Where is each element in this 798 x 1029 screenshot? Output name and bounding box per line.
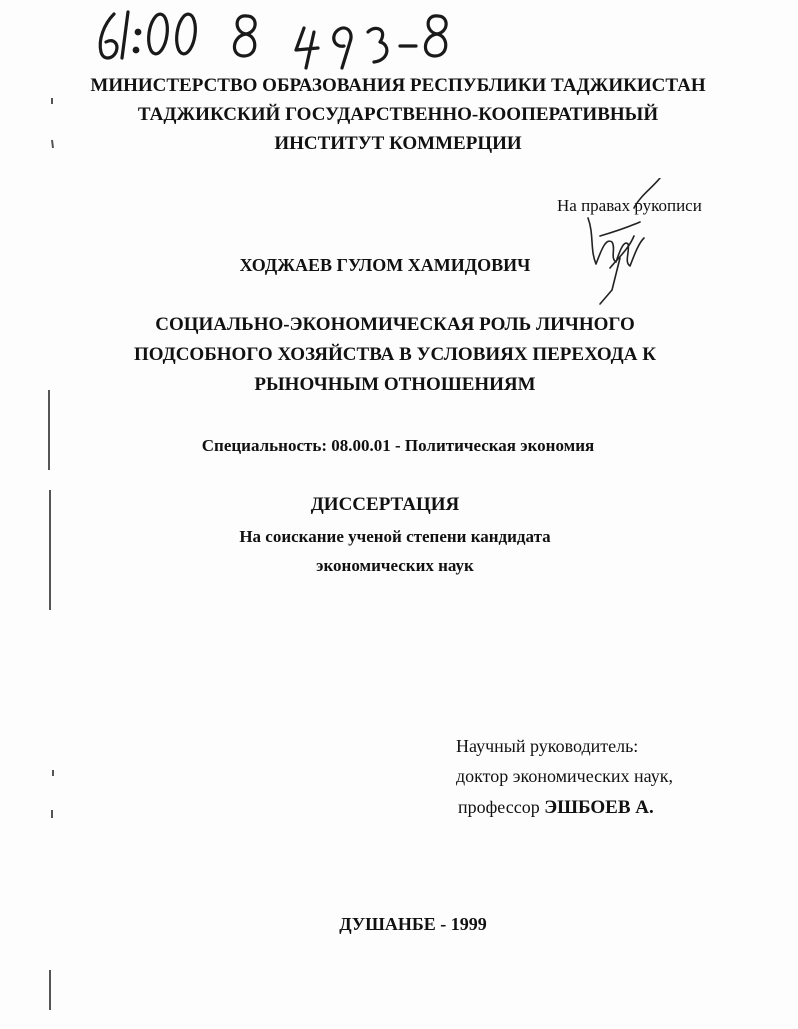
specialty: Специальность: 08.00.01 - Политическая экономия [201,436,595,455]
ministry-heading: МИНИСТЕРСТВО ОБРАЗОВАНИЯ РЕСПУБЛИКИ ТАДЖИКИСТАН [90,75,706,96]
dissertation-title-line3: РЫНОЧНЫМ ОТНОШЕНИЯМ [254,374,536,395]
scan-margin-marks [40,90,60,1020]
handwritten-archive-code [92,2,462,72]
degree-line2: экономических наук [316,556,474,575]
manuscript-rights-note: На правах рукописи [557,196,702,215]
author-name: ХОДЖАЕВ ГУЛОМ ХАМИДОВИЧ [239,255,531,275]
institute-heading-line2: ИНСТИТУТ КОММЕРЦИИ [274,133,522,154]
advisor-position: профессор [458,797,540,817]
institute-heading-line1: ТАДЖИКСКИЙ ГОСУДАРСТВЕННО-КООПЕРАТИВНЫЙ [137,104,659,125]
degree-line1: На соискание ученой степени кандидата [239,527,551,546]
place-and-year: ДУШАНБЕ - 1999 [339,914,487,934]
dissertation-title-line1: СОЦИАЛЬНО-ЭКОНОМИЧЕСКАЯ РОЛЬ ЛИЧНОГО [155,314,635,335]
handwritten-signature [560,178,670,308]
advisor-degree: доктор экономических наук, [456,766,673,786]
advisor-name: ЭШБОЕВ А. [544,797,654,818]
advisor-position-line [458,797,654,819]
advisor-label: Научный руководитель: [456,736,639,756]
document-type: ДИССЕРТАЦИЯ [310,494,460,515]
dissertation-title-line2: ПОДСОБНОГО ХОЗЯЙСТВА В УСЛОВИЯХ ПЕРЕХОДА К [134,344,656,365]
